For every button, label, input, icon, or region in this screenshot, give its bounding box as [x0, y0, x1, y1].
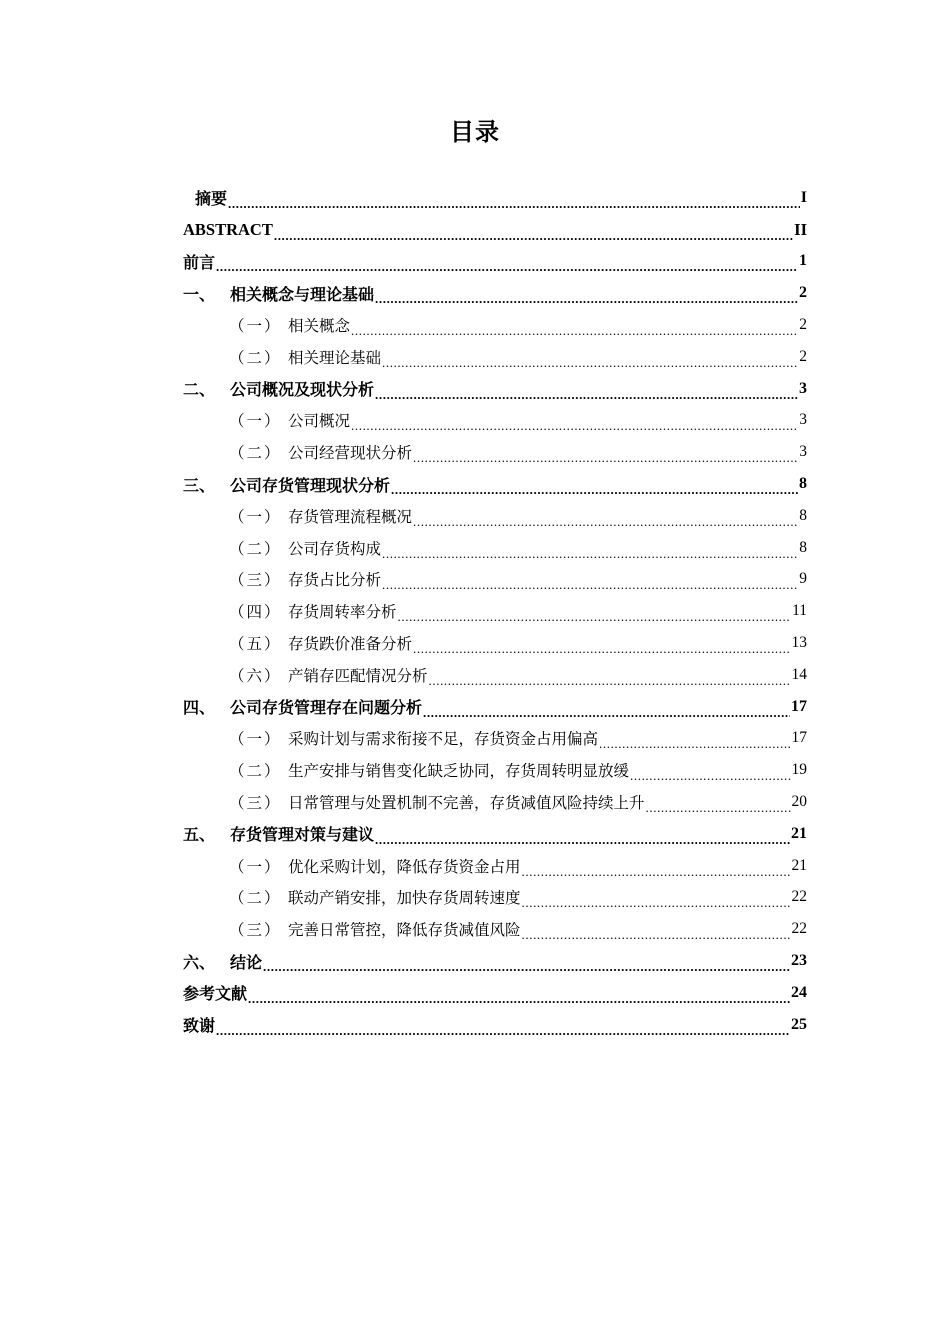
- dot-leader: [413, 647, 790, 659]
- dot-leader: [263, 965, 790, 977]
- toc-entry-label: 公司存货构成: [288, 539, 382, 558]
- toc-entry-number: （一）: [229, 317, 282, 336]
- toc-entry-page-number: 24: [791, 983, 807, 1001]
- toc-section-entry[interactable]: [183, 405, 807, 437]
- toc-entry-label: 公司存货管理存在问题分析: [230, 698, 423, 718]
- dot-leader: [382, 552, 798, 564]
- toc-section-entry[interactable]: [183, 723, 807, 755]
- dot-leader: [599, 742, 790, 754]
- toc-entry-page-number: 1: [799, 252, 807, 270]
- toc-entry-number: （二）: [229, 444, 282, 463]
- toc-entry-number: （一）: [229, 412, 282, 431]
- dot-leader: [646, 806, 791, 818]
- toc-entry-page-number: 13: [791, 634, 807, 652]
- toc-entry-page-number: 2: [799, 284, 807, 302]
- dot-leader: [248, 997, 790, 1009]
- toc-section-entry[interactable]: [183, 882, 807, 914]
- toc-entry-number: （一）: [229, 857, 282, 876]
- toc-entry-label: 生产安排与销售变化缺乏协同，存货周转明显放缓: [288, 762, 630, 781]
- dot-leader: [522, 901, 791, 913]
- toc-entry-page-number: 8: [799, 475, 807, 493]
- toc-entry-label: 公司经营现状分析: [288, 444, 413, 463]
- dot-leader: [375, 838, 790, 850]
- toc-entry-label: 相关概念与理论基础: [230, 284, 375, 304]
- toc-chapter-entry[interactable]: [183, 277, 807, 309]
- toc-chapter-entry[interactable]: [183, 818, 807, 850]
- toc-entry-label: 相关理论基础: [288, 348, 382, 367]
- toc-entry-page-number: 22: [791, 888, 807, 906]
- toc-chapter-entry[interactable]: [183, 373, 807, 405]
- toc-section-entry[interactable]: [183, 341, 807, 373]
- toc-chapter-entry[interactable]: [183, 945, 807, 977]
- toc-entry-page-number: 3: [799, 411, 807, 429]
- dot-leader: [522, 870, 791, 882]
- toc-entry-page-number: 11: [792, 602, 807, 620]
- toc-entry-page-number: 17: [791, 697, 807, 715]
- toc-chapter-entry[interactable]: [183, 246, 807, 278]
- toc-entry-label: 致谢: [183, 1016, 216, 1036]
- toc-entry-page-number: 2: [799, 316, 807, 334]
- toc-entry-label: 日常管理与处置机制不完善，存货减值风险持续上升: [288, 794, 645, 813]
- toc-entry-number: 三、: [183, 475, 216, 495]
- toc-entry-label: 公司概况及现状分析: [230, 380, 375, 400]
- toc-entry-number: （二）: [229, 762, 282, 781]
- toc-entry-page-number: 9: [799, 570, 807, 588]
- dot-leader: [630, 774, 790, 786]
- toc-entry-label: 参考文献: [183, 984, 248, 1004]
- toc-entry-number: （三）: [229, 571, 282, 590]
- toc-entry-number: 二、: [183, 380, 216, 400]
- dot-leader: [216, 265, 798, 277]
- toc-section-entry[interactable]: [183, 564, 807, 596]
- toc-chapter-entry[interactable]: [183, 468, 807, 500]
- toc-entry-page-number: 19: [791, 761, 807, 779]
- toc-entry-number: （三）: [229, 794, 282, 813]
- toc-list: [183, 182, 807, 1041]
- toc-section-entry[interactable]: [183, 850, 807, 882]
- toc-chapter-entry[interactable]: [183, 977, 807, 1009]
- dot-leader: [228, 202, 800, 214]
- toc-entry-label: 优化采购计划，降低存货资金占用: [288, 857, 521, 876]
- dot-leader: [522, 933, 791, 945]
- toc-entry-label: 相关概念: [288, 317, 351, 336]
- toc-entry-page-number: II: [794, 219, 807, 239]
- toc-entry-page-number: 8: [799, 538, 807, 556]
- toc-entry-page-number: 22: [791, 920, 807, 938]
- toc-section-entry[interactable]: [183, 500, 807, 532]
- toc-entry-number: （六）: [229, 666, 282, 685]
- toc-entry-number: 五、: [183, 825, 216, 845]
- toc-entry-label: 摘要: [195, 189, 228, 209]
- toc-entry-page-number: 21: [791, 856, 807, 874]
- toc-entry-page-number: I: [800, 188, 807, 206]
- dot-leader: [423, 711, 790, 723]
- toc-section-entry[interactable]: [183, 436, 807, 468]
- toc-entry-number: 一、: [183, 284, 216, 304]
- dot-leader: [398, 615, 792, 627]
- toc-entry-label: 结论: [230, 952, 263, 972]
- toc-entry-page-number: 23: [791, 952, 807, 970]
- toc-title: 目录: [450, 118, 500, 146]
- dot-leader: [216, 1029, 790, 1041]
- dot-leader: [413, 520, 798, 532]
- toc-entry-page-number: 25: [791, 1015, 807, 1033]
- toc-entry-number: （五）: [229, 635, 282, 654]
- dot-leader: [413, 456, 798, 468]
- toc-entry-label: 存货管理流程概况: [288, 507, 413, 526]
- toc-entry-label: 联动产销安排，加快存货周转速度: [288, 889, 521, 908]
- dot-leader: [429, 679, 791, 691]
- toc-entry-label: 公司概况: [288, 412, 351, 431]
- toc-entry-page-number: 8: [799, 506, 807, 524]
- dot-leader: [382, 361, 798, 373]
- toc-entry-label: 公司存货管理现状分析: [230, 475, 391, 495]
- dot-leader: [351, 424, 798, 436]
- toc-chapter-entry[interactable]: [183, 1009, 807, 1041]
- dot-leader: [351, 329, 798, 341]
- toc-entry-number: （四）: [229, 603, 282, 622]
- toc-chapter-entry[interactable]: [183, 214, 807, 246]
- toc-entry-number: （一）: [229, 507, 282, 526]
- toc-entry-page-number: 14: [791, 665, 807, 683]
- toc-section-entry[interactable]: [183, 532, 807, 564]
- toc-entry-label: 产销存匹配情况分析: [288, 666, 428, 685]
- toc-section-entry[interactable]: [183, 754, 807, 786]
- toc-entry-number: （二）: [229, 539, 282, 558]
- dot-leader: [391, 488, 798, 500]
- toc-section-entry[interactable]: [183, 627, 807, 659]
- toc-entry-page-number: 3: [799, 379, 807, 397]
- dot-leader: [274, 234, 793, 246]
- dot-leader: [375, 393, 798, 405]
- toc-chapter-entry[interactable]: [183, 182, 807, 214]
- toc-entry-label: 存货周转率分析: [288, 603, 397, 622]
- toc-entry-page-number: 20: [791, 793, 807, 811]
- toc-section-entry[interactable]: [183, 786, 807, 818]
- toc-chapter-entry[interactable]: [183, 691, 807, 723]
- toc-section-entry[interactable]: [183, 595, 807, 627]
- toc-section-entry[interactable]: [183, 659, 807, 691]
- toc-entry-page-number: 3: [799, 443, 807, 461]
- toc-entry-label: 存货占比分析: [288, 571, 382, 590]
- toc-entry-label: 前言: [183, 252, 216, 272]
- toc-section-entry[interactable]: [183, 309, 807, 341]
- toc-entry-label: 采购计划与需求衔接不足，存货资金占用偏高: [288, 730, 599, 749]
- toc-entry-number: （二）: [229, 348, 282, 367]
- toc-entry-label: 完善日常管控，降低存货减值风险: [288, 921, 521, 940]
- toc-section-entry[interactable]: [183, 913, 807, 945]
- toc-entry-number: （二）: [229, 889, 282, 908]
- dot-leader: [382, 583, 798, 595]
- toc-entry-label: 存货跌价准备分析: [288, 635, 413, 654]
- toc-entry-number: （一）: [229, 730, 282, 749]
- toc-entry-number: 六、: [183, 952, 216, 972]
- toc-entry-page-number: 21: [791, 824, 807, 842]
- toc-entry-page-number: 17: [791, 729, 807, 747]
- toc-entry-number: （三）: [229, 921, 282, 940]
- dot-leader: [375, 297, 798, 309]
- toc-entry-page-number: 2: [799, 347, 807, 365]
- toc-entry-label: 存货管理对策与建议: [230, 825, 375, 845]
- toc-entry-label: ABSTRACT: [183, 219, 273, 239]
- toc-entry-number: 四、: [183, 698, 216, 718]
